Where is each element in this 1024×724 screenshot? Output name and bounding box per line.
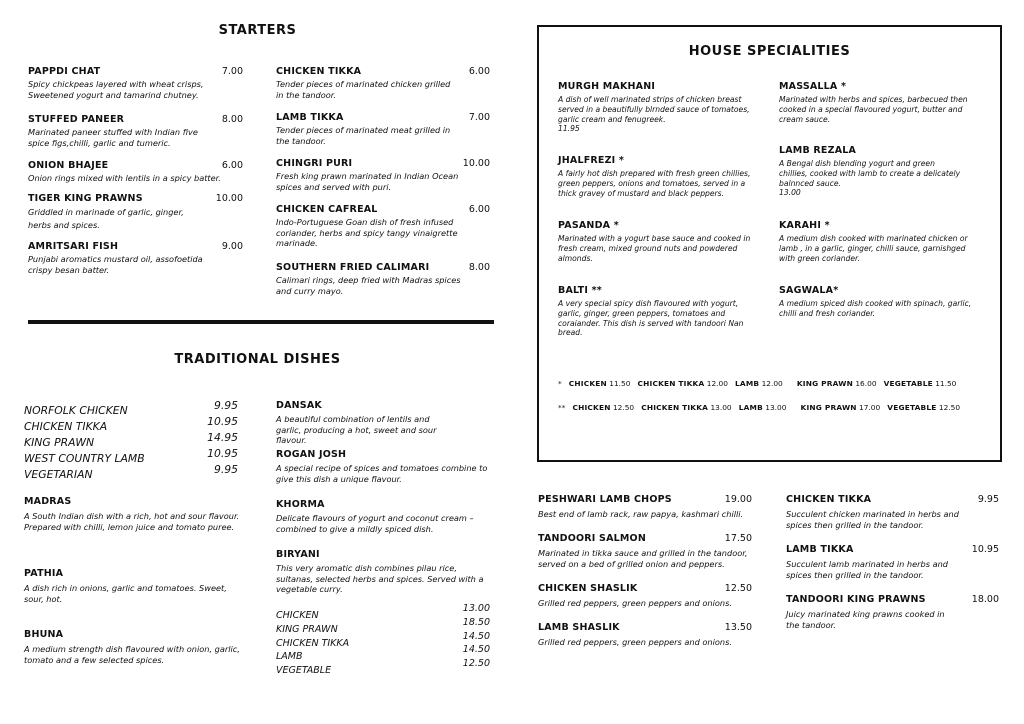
menu-item: [558, 155, 758, 198]
item-name: VEGETARIAN: [24, 468, 93, 481]
item-name: CHICKEN TIKKA: [24, 420, 108, 433]
item-name: CHICKEN TIKKA: [276, 66, 362, 77]
option-price: 17.00: [859, 403, 881, 412]
item-price: 10.95: [207, 415, 238, 428]
item-name: TANDOORI SALMON: [538, 533, 646, 544]
biryani-price-list: [276, 603, 490, 677]
item-name: JHALFREZI *: [558, 155, 625, 166]
item-name: KING PRAWN: [276, 623, 338, 635]
item-description: A medium dish cooked with marinated chicken or lamb , in a garlic, ginger, chilli sauce, garnishged with green coriander.: [779, 234, 968, 263]
item-name: WEST COUNTRY LAMB: [24, 452, 145, 465]
option-name: CHICKEN: [568, 379, 607, 388]
item-name: CHICKEN: [276, 610, 319, 621]
menu-item: [538, 533, 752, 569]
menu-item: [276, 262, 490, 296]
house-specialities-heading: HOUSE SPECIALITIES: [688, 44, 851, 59]
item-description: Onion rings mixed with lentils in a spicy batter.: [28, 173, 221, 183]
item-name: LAMB REZALA: [779, 145, 857, 156]
option-name: LAMB: [735, 379, 760, 388]
item-name: MURGH MAKHANI: [558, 81, 656, 92]
item-price: 8.00: [221, 114, 243, 125]
item-price: 14.50: [462, 644, 490, 656]
item-name: BIRYANI: [276, 549, 320, 560]
item-description: Spicy chickpeas layered with wheat crisps, Sweetened yogurt and tamarind chutney.: [28, 79, 204, 100]
item-name: KARAHI *: [779, 220, 830, 231]
item-description: Marinated with herbs and spices, barbecued then cooked in a special flavoured yogurt, butter and cream sauce.: [779, 95, 968, 124]
option-price: 11.50: [609, 379, 631, 388]
menu-item: [558, 81, 758, 134]
menu-item: [28, 114, 243, 148]
menu-item: [24, 568, 239, 604]
menu-item: [28, 160, 243, 184]
option-price: 16.00: [855, 379, 877, 388]
item-name: CHICKEN TIKKA: [276, 637, 350, 649]
item-price: 9.95: [977, 494, 999, 505]
item-price: 12.50: [462, 658, 490, 670]
list-item: [276, 630, 490, 649]
item-name: LAMB SHASLIK: [538, 622, 620, 633]
item-name: ROGAN JOSH: [276, 449, 347, 460]
list-item: [24, 463, 238, 479]
item-name: LAMB TIKKA: [276, 112, 344, 123]
item-description: A special recipe of spices and tomatoes combine to give this dish a unique flavour.: [276, 463, 488, 484]
item-name: KING PRAWN: [24, 436, 95, 449]
list-item: [24, 431, 238, 447]
menu-item: [28, 241, 243, 275]
item-description: This very aromatic dish combines pilau rice, sultanas, selected herbs and spices. Served with a vegetable curry.: [276, 563, 484, 594]
item-description: A dish of well marinated strips of chicken breast served in a beautifully blrnded sauce of tomatoes, garlic cream and fenugreek.: [558, 95, 750, 124]
item-name: STUFFED PANEER: [28, 114, 125, 125]
option-name: VEGETABLE: [887, 403, 937, 412]
item-name: PATHIA: [24, 568, 64, 579]
item-name: CHICKEN SHASLIK: [538, 583, 638, 594]
menu-item: [276, 499, 491, 534]
item-description: A medium spiced dish cooked with spinach, garlic, chilli and fresh coriander.: [779, 299, 972, 318]
item-name: BALTI **: [558, 285, 602, 296]
list-item: [24, 415, 238, 431]
item-name: ONION BHAJEE: [28, 160, 109, 171]
item-name: LAMB TIKKA: [786, 544, 854, 555]
traditional-heading: TRADITIONAL DISHES: [174, 352, 341, 367]
item-description: A very special spicy dish flavoured with yogurt, garlic, ginger, green peppers, tomatoes and coraiander. This dish is served with tandoori Nan bread.: [558, 299, 744, 338]
option-price: 11.50: [935, 379, 957, 388]
item-price: 6.00: [468, 204, 490, 215]
menu-item: [786, 544, 999, 580]
list-item: [276, 658, 490, 677]
item-name: PAPPDI CHAT: [28, 66, 101, 77]
item-description: Indo-Portuguese Goan dish of fresh infused coriander, herbs and spicy tangy vinaigrette marinade.: [276, 217, 458, 248]
item-description: Grilled red peppers, green peppers and onions.: [538, 598, 732, 608]
option-name: KING PRAWN: [796, 379, 853, 388]
item-description: A medium strength dish flavoured with onion, garlic, tomato and a few selected spices.: [24, 644, 240, 665]
option-price: 13.00: [710, 403, 732, 412]
list-item: [276, 603, 490, 621]
item-price: 13.00: [779, 188, 801, 198]
item-price: 10.00: [462, 158, 490, 169]
item-description: A fairly hot dish prepared with fresh green chillies, green peppers, onions and tomatoes, served in a thick gravey of mustard and black peppers.: [558, 169, 751, 198]
item-price: 17.50: [724, 533, 752, 544]
item-price: 14.95: [207, 431, 238, 444]
item-price: 18.50: [462, 616, 490, 628]
item-price: 9.00: [221, 241, 243, 252]
item-name: SAGWALA*: [779, 285, 839, 296]
option-price: 12.00: [761, 379, 783, 388]
item-description: Fresh king prawn marinated in Indian Ocean spices and served with puri.: [276, 171, 459, 192]
item-description: A Bengal dish blending yogurt and green chillies, cooked with lamb to create a delicately balnnced sauce.: [779, 159, 961, 188]
item-price: 10.00: [215, 193, 243, 204]
item-description: Griddled in marinade of garlic, ginger, herbs and spices.: [28, 207, 184, 230]
menu-item: [276, 66, 490, 100]
item-price: 13.50: [724, 622, 752, 633]
item-name: CHICKEN CAFREAL: [276, 204, 378, 215]
item-name: PESHWARI LAMB CHOPS: [538, 494, 672, 505]
item-description: A South Indian dish with a rich, hot and sour flavour. Prepared with chilli, lemon juice and tomato puree.: [24, 511, 240, 532]
option-name: CHICKEN: [572, 403, 611, 412]
item-price: 18.00: [971, 594, 999, 605]
item-description: Tender pieces of marinated meat grilled in the tandoor.: [276, 125, 451, 146]
list-item: [24, 399, 238, 415]
item-price: 8.00: [468, 262, 490, 273]
item-description: A dish rich in onions, garlic and tomatoes. Sweet, sour, hot.: [24, 583, 227, 604]
menu-item: [779, 285, 974, 319]
star-mark: *: [558, 379, 562, 388]
item-description: Marinated in tikka sauce and grilled in the tandoor, served on a bed of grilled onion and peppers.: [538, 548, 748, 569]
menu-item: [276, 158, 490, 192]
option-name: KING PRAWN: [800, 403, 857, 412]
item-name: MADRAS: [24, 496, 72, 507]
menu-item: [276, 112, 490, 146]
menu-item: [24, 496, 244, 532]
item-name: MASSALLA *: [779, 81, 847, 92]
double-star-price-row: [558, 403, 960, 412]
item-price: 14.50: [462, 630, 490, 642]
section-divider: [28, 320, 494, 324]
item-price: 10.95: [207, 447, 238, 460]
menu-item: [558, 285, 758, 338]
item-price: 7.00: [221, 66, 243, 77]
menu-item: [558, 220, 758, 263]
option-name: CHICKEN TIKKA: [637, 379, 705, 388]
item-description: Marinated with a yogurt base sauce and cooked in fresh cream, mixed ground nuts and powdered almonds.: [558, 234, 751, 263]
item-name: TIGER KING PRAWNS: [28, 193, 143, 204]
item-name: VEGETABLE: [276, 665, 332, 677]
item-price: 6.00: [468, 66, 490, 77]
menu-item: [276, 549, 491, 595]
item-name: CHICKEN TIKKA: [786, 494, 872, 505]
item-price: 11.95: [558, 124, 580, 134]
option-name: VEGETABLE: [883, 379, 933, 388]
item-description: Best end of lamb rack, raw papya, kashmari chilli.: [538, 509, 744, 519]
item-name: KHORMA: [276, 499, 325, 510]
item-price: 19.00: [724, 494, 752, 505]
option-price: 12.50: [612, 403, 635, 412]
item-name: CHINGRI PURI: [276, 158, 353, 169]
item-description: A beautiful combination of lentils and garlic, producing a hot, sweet and sour flavour.: [276, 414, 437, 445]
item-name: AMRITSARI FISH: [28, 241, 119, 252]
option-price: 13.00: [765, 403, 787, 412]
menu-item: [276, 400, 491, 446]
item-description: Marinated paneer stuffed with Indian five spice figs,chilli, garlic and tumeric.: [28, 127, 198, 148]
list-item: [276, 644, 490, 663]
menu-item: [276, 449, 491, 484]
menu-item: [779, 145, 964, 198]
item-price: 12.50: [724, 583, 752, 594]
item-name: TANDOORI KING PRAWNS: [786, 594, 926, 605]
list-item: [24, 447, 238, 463]
option-name: CHICKEN TIKKA: [641, 403, 709, 412]
menu-item: [24, 629, 249, 665]
option-price: 12.50: [938, 403, 961, 412]
item-name: SOUTHERN FRIED CALIMARI: [276, 262, 430, 273]
menu-item: [779, 81, 974, 124]
menu-item: [786, 594, 999, 630]
starters-heading: STARTERS: [218, 23, 297, 38]
item-description: Succulent lamb marinated in herbs and spices then grilled in the tandoor.: [786, 559, 948, 580]
item-description: Grilled red peppers, green peppers and onions.: [538, 637, 732, 647]
item-name: LAMB: [276, 651, 303, 663]
option-price: 12.00: [706, 379, 728, 388]
item-price: 9.95: [213, 399, 238, 412]
item-description: Succulent chicken marinated in herbs and spices then grilled in the tandoor.: [786, 509, 959, 530]
item-price: 9.95: [213, 463, 238, 476]
menu-item: [786, 494, 999, 530]
item-name: NORFOLK CHICKEN: [24, 404, 128, 417]
menu-item: [538, 583, 752, 609]
menu-item: [276, 204, 490, 249]
item-description: Delicate flavours of yogurt and coconut cream – combined to give a mildly spiced dish.: [276, 513, 474, 534]
item-name: DANSAK: [276, 400, 322, 411]
item-price: 7.00: [468, 112, 490, 123]
star-mark: **: [558, 403, 566, 412]
item-price: 6.00: [221, 160, 243, 171]
item-name: BHUNA: [24, 629, 64, 640]
item-price: 13.00: [462, 603, 490, 614]
item-description: Calimari rings, deep fried with Madras spices and curry mayo.: [276, 275, 461, 296]
item-description: Punjabi aromatics mustard oil, assofoetida crispy besan batter.: [28, 254, 203, 275]
item-price: 10.95: [971, 544, 999, 555]
single-star-price-row: [558, 379, 956, 388]
menu-item: [538, 494, 752, 520]
menu-item: [779, 220, 979, 263]
menu-item: [28, 193, 243, 232]
list-item: [276, 616, 490, 635]
item-name: PASANDA *: [558, 220, 619, 231]
option-name: LAMB: [738, 403, 763, 412]
item-description: Tender pieces of marinated chicken grilled in the tandoor.: [276, 79, 451, 100]
item-description: Juicy marinated king prawns cooked in the tandoor.: [786, 609, 945, 630]
menu-item: [28, 66, 243, 100]
menu-item: [538, 622, 752, 648]
traditional-price-list: [24, 399, 238, 479]
